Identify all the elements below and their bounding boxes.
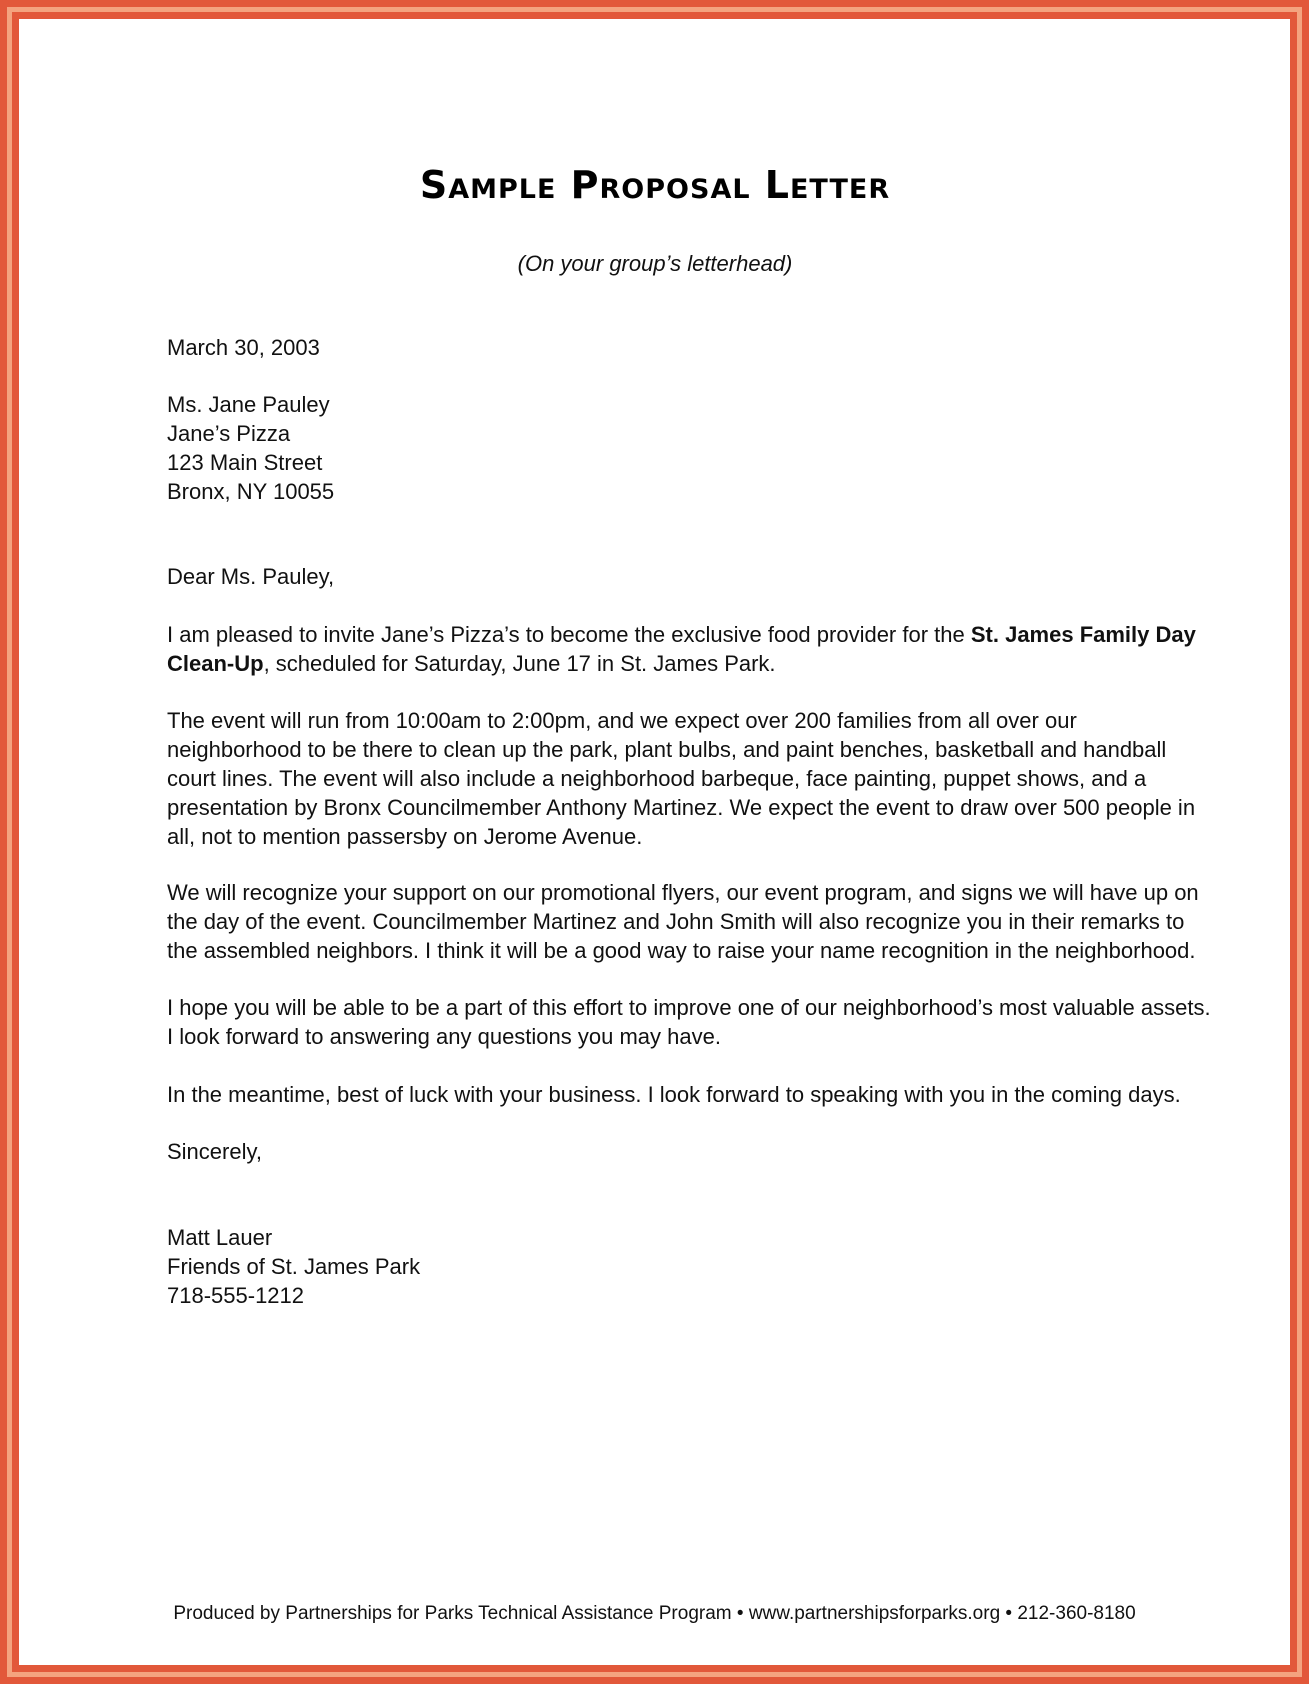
paragraph-line: I hope you will be able to be a part of this effort to improve one of our neighborhood’s most valuable assets. [167, 995, 1211, 1020]
paragraph-hope [167, 993, 1211, 1051]
signature-organization: Friends of St. James Park [167, 1254, 421, 1279]
event-name-part-1: St. James Family Day [970, 622, 1196, 647]
event-name-part-2: Clean-Up [167, 651, 264, 676]
closing [167, 1137, 1157, 1166]
paragraph-invitation-line-2 [167, 649, 1157, 678]
paragraph-line: all, not to mention passersby on Jerome Avenue. [167, 824, 643, 849]
paragraph-invitation-line-1 [167, 620, 1196, 649]
recipient-name: Ms. Jane Pauley [167, 392, 330, 417]
paragraph-line: court lines. The event will also include a neighborhood barbeque, face painting, puppet shows, and a [167, 766, 1147, 791]
paragraph-invitation [167, 620, 1196, 678]
signature-phone: 718-555-1212 [167, 1283, 305, 1308]
paragraph-recognition [167, 878, 1199, 965]
paragraph-line: neighborhood to be there to clean up the park, plant bulbs, and paint benches, basketball and handball [167, 737, 1167, 762]
recipient-address [167, 390, 1157, 506]
salutation [167, 562, 1157, 591]
paragraph-line: the day of the event. Councilmember Martinez and John Smith will also recognize you in their remarks to [167, 909, 1185, 934]
signature-block [167, 1223, 1157, 1310]
recipient-street: 123 Main Street [167, 450, 323, 475]
signature-name: Matt Lauer [167, 1225, 273, 1250]
invitation-text-start: I am pleased to invite Jane’s Pizza’s to become the exclusive food provider for the [167, 622, 971, 647]
recipient-company: Jane’s Pizza [167, 421, 291, 446]
recipient-city: Bronx, NY 10055 [167, 479, 335, 504]
paragraph-line: We will recognize your support on our promotional flyers, our event program, and signs we will have up on [167, 880, 1199, 905]
paragraph-line: The event will run from 10:00am to 2:00pm, and we expect over 200 families from all over our [167, 708, 1077, 733]
paragraph-closing-remark [167, 1080, 1181, 1109]
paragraph-line: presentation by Bronx Councilmember Anthony Martinez. We expect the event to draw over 500 people in [167, 795, 1196, 820]
salutation-text: Dear Ms. Pauley, [167, 564, 335, 589]
letter-title: Sample Proposal Letter [419, 163, 891, 207]
closing-text: Sincerely, [167, 1139, 262, 1164]
date-text: March 30, 2003 [167, 335, 320, 360]
letter-date [167, 333, 1157, 362]
paragraph-line: I look forward to answering any questions you may have. [167, 1024, 721, 1049]
invitation-text-end: , scheduled for Saturday, June 17 in St. James Park. [263, 651, 776, 676]
paragraph-event-details [167, 706, 1196, 851]
letter-subtitle: (On your group’s letterhead) [517, 251, 793, 276]
paragraph-line: the assembled neighbors. I think it will be a good way to raise your name recognition in the neighborhood. [167, 938, 1196, 963]
page-footer: Produced by Partnerships for Parks Technical Assistance Program • www.partnershipsforparks.org • 212-360-8180 [173, 1603, 1136, 1624]
paragraph-line: In the meantime, best of luck with your business. I look forward to speaking with you in the coming days. [167, 1082, 1181, 1107]
